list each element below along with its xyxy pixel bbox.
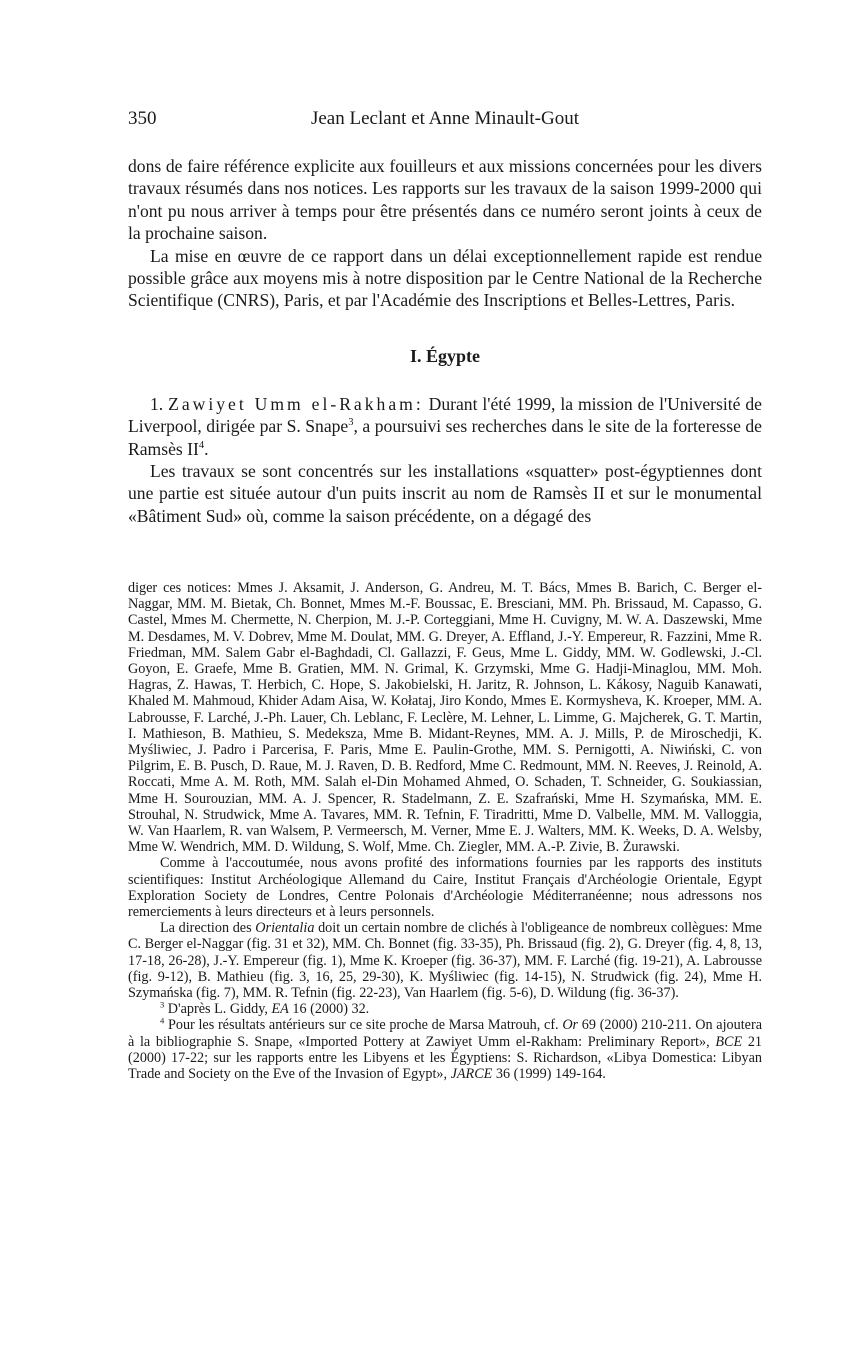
footnote-ref-4: 4	[198, 439, 205, 451]
note-text: 16 (2000) 32.	[288, 1001, 370, 1018]
note-text: D'après L. Giddy,	[164, 1001, 272, 1018]
entry-number: 1.	[150, 393, 164, 414]
journal-title: Or	[562, 1017, 579, 1034]
footnotes	[128, 580, 762, 1082]
entry-text: , a poursuivi ses recherches dans le site de la forteresse de Ramsès II	[128, 416, 762, 459]
paragraph-continuation: dons de faire référence explicite aux fouilleurs et aux missions concernées pour les divers travaux résumés dans nos notices. Les rapports sur les travaux de la saison 1999-2000 qui n'ont pu nous arriver à temps pour être présentés dans ce numéro seront joints à ceux de la prochaine saison.	[128, 156, 762, 244]
section-heading: I. Égypte	[409, 345, 480, 366]
running-title: Jean Leclant et Anne Minault-Gout	[310, 108, 580, 129]
site-name: Zawiyet Umm el-Rakham:	[168, 393, 424, 414]
footnote-ref-3: 3	[348, 417, 354, 429]
page-number: 350	[128, 108, 157, 129]
note-text: Pour les résultats antérieurs sur ce site proche de Marsa Matrouh, cf.	[164, 1017, 563, 1034]
footnote-marker: 3	[160, 999, 165, 1010]
entry-zawiyet	[128, 393, 762, 460]
journal-title: JARCE	[450, 1066, 493, 1083]
journal-title: Orientalia	[255, 920, 315, 937]
paragraph-works: Les travaux se sont concentrés sur les installations «squatter» post-égyptiennes dont une partie est située autour d'un puits inscrit au nom de Ramsès II et sur le monumental «Bâtiment Sud» où, comme la saison précédente, on a dégagé des	[128, 461, 762, 526]
entry-text: .	[204, 438, 209, 459]
paragraph-acknowledgement: La mise en œuvre de ce rapport dans un délai exceptionnellement rapide est rendue possible grâce aux moyens mis à notre disposition par le Centre National de la Recherche Scientifique (CNRS), Paris, et par l'Académie des Inscriptions et Belles-Lettres, Paris.	[128, 245, 762, 311]
page-header	[128, 108, 762, 132]
footnote-4	[128, 1017, 762, 1082]
note-text: 36 (1999) 149-164.	[492, 1066, 606, 1083]
journal-title: BCE	[715, 1033, 743, 1050]
journal-title: EA	[271, 1001, 289, 1018]
footnote-contributors: diger ces notices: Mmes J. Aksamit, J. Anderson, G. Andreu, M. T. Bács, Mmes B. Barich, C. Berger el-Naggar, MM. M. Bietak, Ch. Bonnet, Mmes M.-F. Boussac, E. Bresciani, MM. Ph. Brissaud, M. Capasso, G. Castel, Mmes M. Chermette, N. Cherpion, M. J.-P. Corteggiani, Mme H. Cuvigny, M. W. A. Daszewski, Mme M. Desdames, M. V. Dobrev, Mme M. Doulat, MM. G. Dreyer, A. Effland, J.-Y. Empereur, R. Fazzini, Mme R. Friedman, MM. Salem Gabr el-Baghdadi, Cl. Gallazzi, F. Geus, Mme L. Giddy, MM. W. Godlewski, J.-Cl. Goyon, E. Graefe, Mme B. Gratien, MM. N. Grimal, K. Grzymski, Mme G. Hadji-Minaglou, MM. Moh. Hagras, Z. Hawas, T. Herbich, C. Hope, S. Jakobielski, H. Jaritz, R. Johnson, L. Kákosy, Naguib Kanawati, Khaled M. Mahmoud, Khider Adam Aisa, W. Kołataj, Jiro Kondo, Mmes E. Kormysheva, K. Kroeper, MM. A. Labrousse, F. Larché, J.-Ph. Lauer, Ch. Leblanc, F. Leclère, M. Lehner, L. Limme, G. Majcherek, G. T. Martin, I. Mathieson, B. Mathieu, S. Medeksza, Mme B. Midant-Reynes, MM. A. J. Mills, P. de Miroschedji, K. Myśliwiec, J. Padro i Parcerisa, F. Paris, Mme E. Paulin-Grothe, MM. S. Pernigotti, A. Niwiński, C. von Pilgrim, E. B. Pusch, D. Raue, M. J. Raven, D. B. Redford, Mme C. Redmount, MM. N. Reeves, J. Reinold, A. Roccati, Mme A. M. Roth, MM. Salah el-Din Mohamed Ahmed, O. Schaden, T. Schneider, G. Soukiassian, Mme H. Sourouzian, MM. A. J. Spencer, R. Stadelmann, Z. E. Szafrański, Mme H. Szymańska, MM. E. Strouhal, N. Strudwick, Mme A. Tavares, MM. R. Tefnin, F. Tiradritti, Mme D. Valbelle, MM. M. Valloggia, W. Van Haarlem, R. van Walsem, P. Vermeersch, M. Verner, Mme E. J. Walters, MM. K. Weeks, D. A. Welsby, Mme W. Wendrich, MM. D. Wildung, S. Wolf, Mme. Ch. Ziegler, MM. A.-P. Zivie, B. Żurawski.	[128, 580, 762, 856]
note-text: 21 (2000) 17-22; sur les rapports entre les Libyens et les Égyptiens: S. Richardson, «Libya Domestica: Libyan Trade and Society on the Eve of the Invasion of Egypt»,	[128, 1033, 762, 1083]
footnote-institutes: Comme à l'accoutumée, nous avons profité des informations fournies par les rapports des instituts scientifiques: Institut Archéologique Allemand du Caire, Institut Français d'Archéologie Orientale, Egypt Exploration Society de Londres, Centre Polonais d'Archéologie Méditerranéenne; nous adressons nos remerciements à leurs directeurs et à leurs personnels.	[128, 855, 762, 921]
main-text	[128, 155, 762, 527]
footnote-3	[128, 1001, 762, 1017]
note-text: 69 (2000) 210-211. On ajoutera à la bibliographie S. Snape, «Imported Pottery at Zawiyet Umm el-Rakham: Preliminary Report»,	[128, 1017, 762, 1050]
footnote-photo-credits	[128, 920, 762, 1001]
note-text: doit un certain nombre de clichés à l'obligeance de nombreux collègues: Mme C. Berger el-Naggar (fig. 31 et 32), MM. Ch. Bonnet (fig. 33-35), Ph. Brissaud (fig. 2), G. Dreyer (fig. 4, 8, 13, 17-18, 26-28), J.-Y. Empereur (fig. 1), Mme K. Kroeper (fig. 36-37), MM. F. Larché (fig. 19-21), A. Labrousse (fig. 9-12), B. Mathieu (fig. 3, 16, 25, 29-30), K. Myśliwiec (fig. 14-15), N. Strudwick (fig. 24), Mme H. Szymańska (fig. 7), MM. R. Tefnin (fig. 22-23), Van Haarlem (fig. 5-6), D. Wildung (fig. 36-37).	[128, 920, 762, 1002]
footnote-marker: 4	[160, 1015, 165, 1026]
note-text: La direction des	[160, 920, 256, 937]
entry-text: Durant l'été 1999, la mission de l'Université de Liverpool, dirigée par S. Snape	[128, 393, 762, 437]
